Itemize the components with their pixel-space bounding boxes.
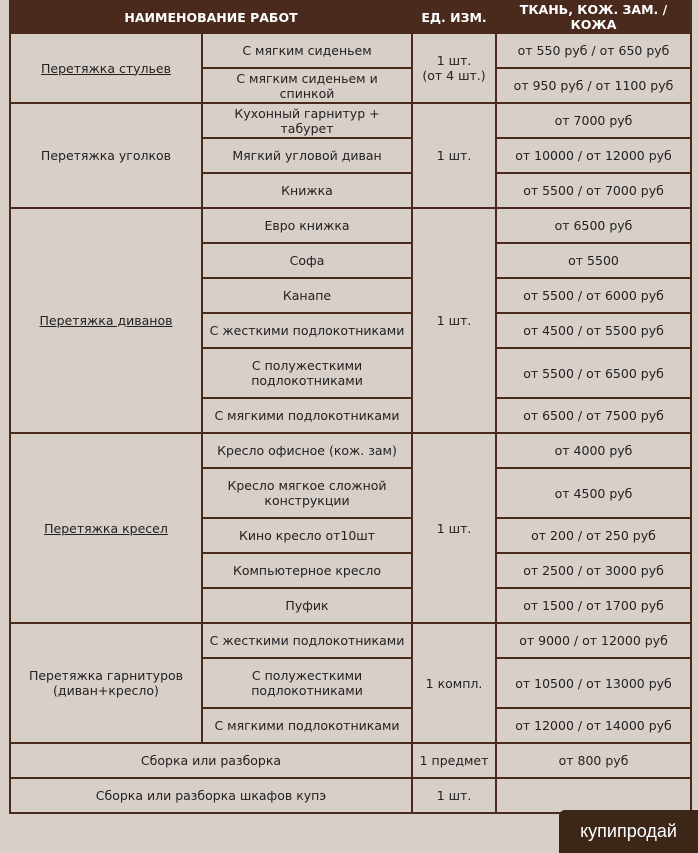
price-cell: от 10000 / от 12000 руб — [496, 138, 691, 173]
watermark-logo: купипродай — [559, 810, 698, 853]
item-name: Канапе — [202, 278, 412, 313]
item-name-line: С полужесткими — [251, 668, 363, 683]
unit-line: (от 4 шт.) — [422, 68, 486, 83]
table-row — [10, 103, 691, 138]
item-name: С мягкими подлокотниками — [202, 398, 412, 433]
price-cell — [496, 778, 691, 813]
price-cell: от 6500 / от 7500 руб — [496, 398, 691, 433]
unit-cell: 1 шт. — [412, 778, 496, 813]
item-name-line: подлокотниками — [251, 373, 363, 388]
item-name — [202, 468, 412, 518]
price-cell: от 2500 / от 3000 руб — [496, 553, 691, 588]
price-cell: от 550 руб / от 650 руб — [496, 33, 691, 68]
item-name: Сборка или разборка шкафов купэ — [10, 778, 412, 813]
group-sets-line: Перетяжка гарнитуров — [28, 668, 184, 683]
unit-line: 1 шт. — [436, 53, 472, 68]
group-sets — [10, 623, 202, 743]
item-name: Кухонный гарнитур + табурет — [202, 103, 412, 138]
price-cell: от 1500 / от 1700 руб — [496, 588, 691, 623]
item-name: Кино кресло от10шт — [202, 518, 412, 553]
price-cell: от 5500 / от 6500 руб — [496, 348, 691, 398]
group-sofas-label[interactable]: Перетяжка диванов — [39, 313, 173, 328]
table-row — [10, 623, 691, 658]
item-name: С мягким сиденьем — [202, 33, 412, 68]
price-cell: от 5500 — [496, 243, 691, 278]
item-name: С мягким сиденьем и спинкой — [202, 68, 412, 103]
unit-cell: 1 шт. — [412, 103, 496, 208]
item-name: Пуфик — [202, 588, 412, 623]
item-name — [202, 658, 412, 708]
item-name: Компьютерное кресло — [202, 553, 412, 588]
price-cell: от 5500 / от 6000 руб — [496, 278, 691, 313]
item-name-line: подлокотниками — [251, 683, 363, 698]
group-armchairs-label[interactable]: Перетяжка кресел — [44, 520, 168, 536]
header-works: НАИМЕНОВАНИЕ РАБОТ — [10, 1, 412, 33]
item-name: Евро книжка — [202, 208, 412, 243]
price-cell: от 950 руб / от 1100 руб — [496, 68, 691, 103]
item-name: Мягкий угловой диван — [202, 138, 412, 173]
price-cell: от 4500 руб — [496, 468, 691, 518]
group-chairs-link[interactable] — [10, 33, 202, 103]
item-name: С мягкими подлокотниками — [202, 708, 412, 743]
item-name: С жесткими подлокотниками — [202, 313, 412, 348]
price-cell: от 5500 / от 7000 руб — [496, 173, 691, 208]
price-cell: от 9000 / от 12000 руб — [496, 623, 691, 658]
item-name: Книжка — [202, 173, 412, 208]
unit-cell: 1 предмет — [412, 743, 496, 778]
group-sets-line: (диван+кресло) — [53, 683, 159, 698]
price-cell: от 12000 / от 14000 руб — [496, 708, 691, 743]
table-row — [10, 778, 691, 813]
item-name: Кресло офисное (кож. зам) — [202, 433, 412, 468]
item-name-line: конструкции — [264, 493, 350, 508]
item-name-line: Кресло мягкое сложной — [227, 478, 387, 493]
unit-cell: 1 компл. — [412, 623, 496, 743]
unit-cell: 1 шт. — [412, 208, 496, 433]
unit-cell: 1 шт. — [412, 433, 496, 623]
price-cell: от 200 / от 250 руб — [496, 518, 691, 553]
table-row — [10, 433, 691, 468]
table-row — [10, 33, 691, 68]
price-cell: от 7000 руб — [496, 103, 691, 138]
group-armchairs-link[interactable] — [10, 433, 202, 623]
table-row — [10, 208, 691, 243]
item-name: С жесткими подлокотниками — [202, 623, 412, 658]
item-name: Сборка или разборка — [10, 743, 412, 778]
group-sofas-link[interactable] — [10, 208, 202, 433]
table-row — [10, 743, 691, 778]
group-corners: Перетяжка уголков — [10, 103, 202, 208]
price-cell: от 4500 / от 5500 руб — [496, 313, 691, 348]
price-table — [9, 0, 692, 814]
table-header-row — [10, 1, 691, 33]
price-cell: от 800 руб — [496, 743, 691, 778]
price-cell: от 10500 / от 13000 руб — [496, 658, 691, 708]
price-cell: от 4000 руб — [496, 433, 691, 468]
item-name — [202, 348, 412, 398]
item-name: Софа — [202, 243, 412, 278]
unit-cell — [412, 33, 496, 103]
group-chairs-label[interactable]: Перетяжка стульев — [41, 60, 171, 76]
header-price: ТКАНЬ, КОЖ. ЗАМ. / КОЖА — [496, 1, 691, 33]
header-unit: ЕД. ИЗМ. — [412, 1, 496, 33]
item-name-line: С полужесткими — [251, 358, 363, 373]
price-cell: от 6500 руб — [496, 208, 691, 243]
